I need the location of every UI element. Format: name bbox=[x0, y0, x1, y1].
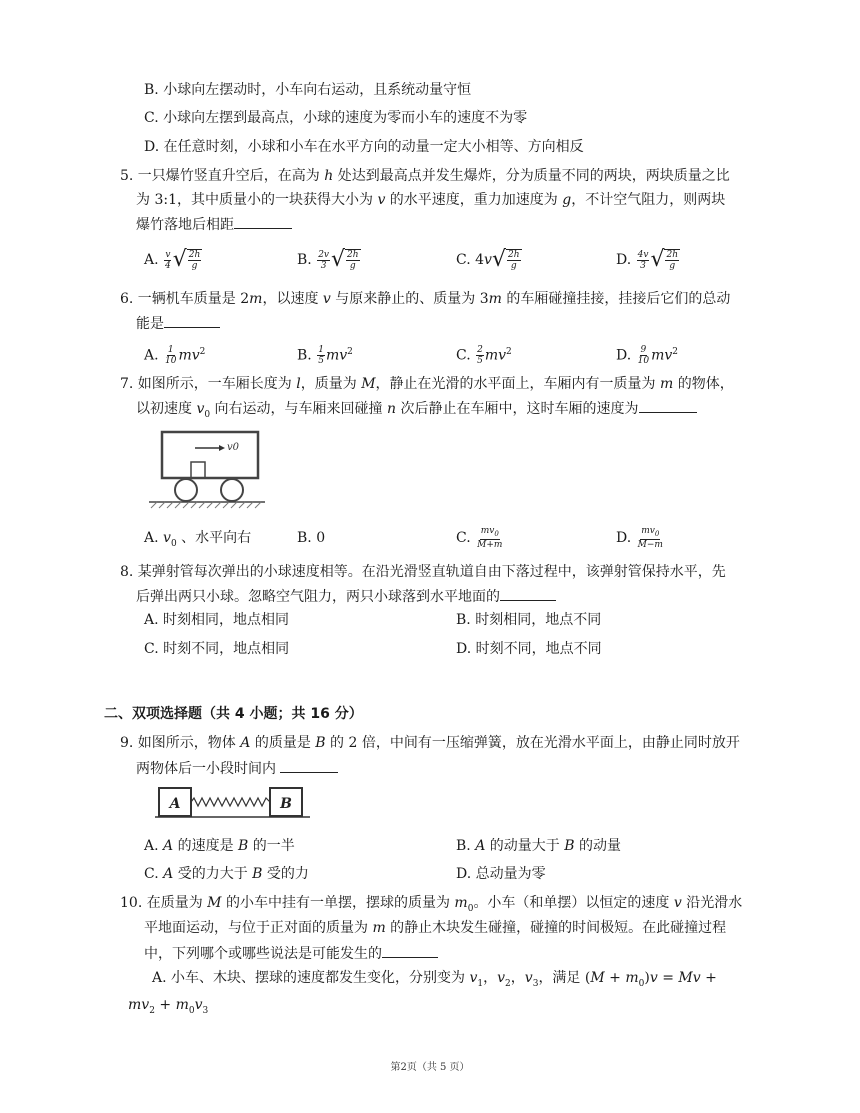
q4-option-b: B. 小球向左摆动时，小车向右运动，且系统动量守恒 bbox=[144, 82, 472, 98]
q9-option-a: A. A 的速度是 B 的一半 bbox=[144, 838, 295, 854]
q7-carriage-figure bbox=[145, 428, 265, 518]
q7-option-d: D. $\frac{mv_0}{M-m}$ bbox=[616, 526, 663, 550]
q7-option-c: C. $\frac{mv_0}{M+m}$ bbox=[456, 526, 503, 550]
q4-option-c: C. 小球向左摆到最高点，小球的速度为零而小车的速度不为零 bbox=[144, 110, 528, 126]
q9-option-d: D. 总动量为零 bbox=[456, 866, 546, 882]
q5-stem-line2: 为 3:1，其中质量小的一块获得大小为 v 的水平速度，重力加速度为 g，不计空气阻力，则两块 bbox=[136, 192, 726, 208]
q5-stem-line1: 5. 一只爆竹竖直升空后，在高为 h 处达到最高点并发生爆炸，分为质量不同的两块，两块质量之比 bbox=[120, 168, 730, 184]
q9-option-c: C. A 受的力大于 B 受的力 bbox=[144, 866, 309, 882]
q5-option-c: C. 4v √ $\frac{2h}{g}$ bbox=[456, 247, 520, 272]
q10-option-a-line2: $mv_2 + m_0v_3$ bbox=[128, 997, 209, 1016]
q9-fig-label-a: A bbox=[169, 796, 181, 812]
section-2-title: 二、双项选择题（共 4 小题；共 16 分） bbox=[104, 706, 363, 722]
q8-option-a: A. 时刻相同，地点相同 bbox=[144, 612, 290, 628]
q8-option-c: C. 时刻不同，地点相同 bbox=[144, 641, 290, 657]
q7-stem-line1: 7. 如图所示，一车厢长度为 l，质量为 M，静止在光滑的水平面上，车厢内有一质量为 m 的物体， bbox=[120, 376, 734, 392]
q7-fig-v0-label: v0 bbox=[227, 442, 240, 453]
q4-option-d: D. 在任意时刻，小球和小车在水平方向的动量一定大小相等、方向相反 bbox=[144, 139, 584, 155]
q5-option-d: D. $\frac{4v}{3}$ √ $\frac{2h}{g}$ bbox=[616, 247, 679, 272]
page-footer: 第2页（共 5 页） bbox=[390, 1062, 470, 1073]
q10-stem-line2: 平地面运动，与位于正对面的质量为 m 的静止木块发生碰撞，碰撞的时间极短。在此碰撞过程 bbox=[144, 920, 727, 936]
q9-stem-line2: 两物体后一小段时间内 bbox=[136, 758, 338, 779]
q5-stem-line3: 爆竹落地后相距 bbox=[136, 214, 292, 235]
q6-option-b: B. $\frac{1}{5}$ $mv^2$ bbox=[297, 345, 353, 367]
q7-stem-line2: 以初速度 $v_0$ 向右运动，与车厢来回碰撞 n 次后静止在车厢中，这时车厢的速度为 bbox=[136, 398, 697, 425]
q5-option-b: B. $\frac{2v}{3}$ √ $\frac{2h}{g}$ bbox=[297, 247, 359, 272]
q7-option-b: B. 0 bbox=[297, 530, 326, 546]
q5-option-a: A. $\frac{v}{4}$ √ $\frac{2h}{g}$ bbox=[144, 247, 201, 272]
q8-option-b: B. 时刻相同，地点不同 bbox=[456, 612, 602, 628]
q6-stem-line1: 6. 一辆机车质量是 2m，以速度 v 与原来静止的、质量为 3m 的车厢碰撞挂接，挂接后它们的总动 bbox=[120, 291, 731, 307]
q9-option-b: B. A 的动量大于 B 的动量 bbox=[456, 838, 621, 854]
q9-spring-figure bbox=[155, 784, 310, 826]
q7-option-a: A. $v_0$ 、水平向右 bbox=[144, 530, 252, 549]
q8-option-d: D. 时刻不同，地点不同 bbox=[456, 641, 602, 657]
q10-option-a-line1: A. 小车、木块、摆球的速度都发生变化，分别变为 $v_1$，$v_2$，$v_3$，满足 $(M + m_0)v = Mv$ + bbox=[152, 970, 717, 989]
q6-option-a: A. $\frac{1}{10}$ $mv^2$ bbox=[144, 345, 206, 367]
q6-option-c: C. $\frac{2}{5}$ $mv^2$ bbox=[456, 345, 512, 367]
q9-fig-label-b: B bbox=[280, 796, 292, 812]
q6-option-d: D. $\frac{9}{10}$ $mv^2$ bbox=[616, 345, 679, 367]
q6-stem-line2: 能是 bbox=[136, 313, 220, 334]
q10-stem-line1: 10. 在质量为 M 的小车中挂有一单摆，摆球的质量为 $m_0$。小车（和单摆）以恒定的速度 v 沿光滑水 bbox=[120, 895, 743, 914]
q8-stem-line2: 后弹出两只小球。忽略空气阻力，两只小球落到水平地面的 bbox=[136, 586, 556, 607]
q10-stem-line3: 中，下列哪个或哪些说法是可能发生的 bbox=[144, 943, 438, 964]
q9-stem-line1: 9. 如图所示，物体 A 的质量是 B 的 2 倍，中间有一压缩弹簧，放在光滑水平面上，由静止同时放开 bbox=[120, 735, 740, 751]
q8-stem-line1: 8. 某弹射管每次弹出的小球速度相等。在沿光滑竖直轨道自由下落过程中，该弹射管保持水平，先 bbox=[120, 564, 726, 580]
